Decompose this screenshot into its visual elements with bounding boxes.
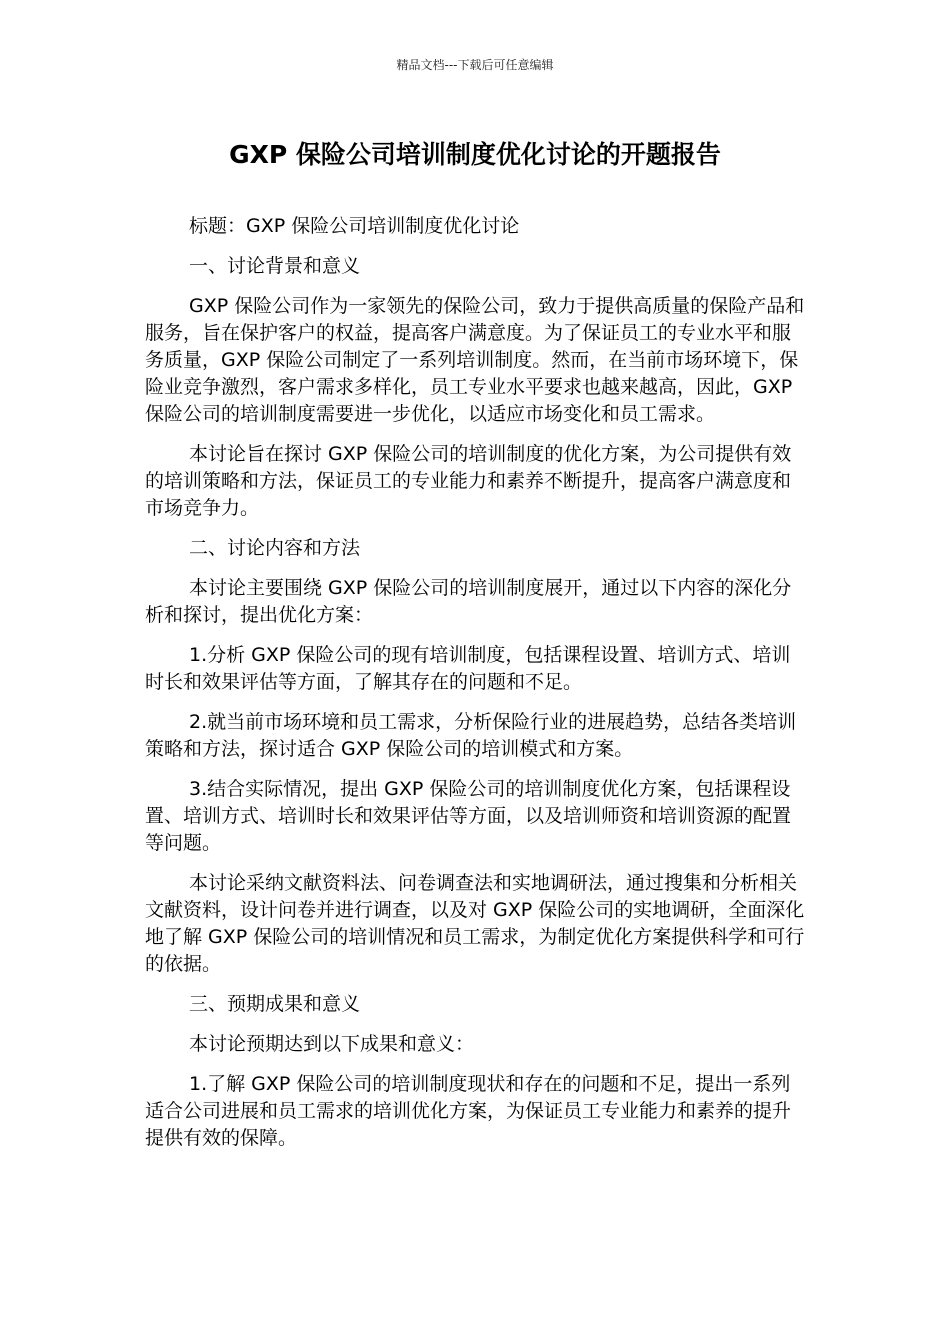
subject-line: 标题：GXP 保险公司培训制度优化讨论 bbox=[189, 215, 520, 237]
section-heading-expected-results: 三、预期成果和意义 bbox=[189, 993, 361, 1015]
body-paragraph: 本讨论预期达到以下成果和意义： bbox=[189, 1033, 475, 1055]
list-item: 1.了解 GXP 保险公司的培训制度现状和存在的问题和不足，提出一系列适合公司进展和员工需求的培训优化方案，为保证员工专业能力和素养的提升提供有效的保障。 bbox=[145, 1073, 792, 1149]
list-item: 2.就当前市场环境和员工需求，分析保险行业的进展趋势，总结各类培训策略和方法，探讨适合 GXP 保险公司的培训模式和方案。 bbox=[145, 711, 797, 760]
document-title: GXP 保险公司培训制度优化讨论的开题报告 bbox=[229, 140, 721, 169]
body-paragraph: 本讨论旨在探讨 GXP 保险公司的培训制度的优化方案，为公司提供有效的培训策略和方法，保证员工的专业能力和素养不断提升，提高客户满意度和市场竞争力。 bbox=[145, 443, 792, 519]
document-body bbox=[145, 213, 805, 1165]
body-paragraph: GXP 保险公司作为一家领先的保险公司，致力于提供高质量的保险产品和服务，旨在保护客户的权益，提高客户满意度。为了保证员工的专业水平和服务质量，GXP 保险公司制定了一系列培训制度。然而，在当前市场环境下，保险业竞争激烈，客户需求多样化，员工专业水平要求也越来越高，因此，GXP 保险公司的培训制度需要进一步优化，以适应市场变化和员工需求。 bbox=[145, 295, 805, 425]
body-paragraph: 本讨论主要围绕 GXP 保险公司的培训制度展开，通过以下内容的深化分析和探讨，提出优化方案： bbox=[145, 577, 792, 626]
section-heading-background: 一、讨论背景和意义 bbox=[189, 255, 361, 277]
list-item: 1.分析 GXP 保险公司的现有培训制度，包括课程设置、培训方式、培训时长和效果评估等方面，了解其存在的问题和不足。 bbox=[145, 644, 791, 693]
list-item: 3.结合实际情况，提出 GXP 保险公司的培训制度优化方案，包括课程设置、培训方式、培训时长和效果评估等方面，以及培训师资和培训资源的配置等问题。 bbox=[145, 778, 792, 854]
page-header: 精品文档---下载后可任意编辑 bbox=[396, 58, 554, 72]
body-paragraph: 本讨论采纳文献资料法、问卷调查法和实地调研法，通过搜集和分析相关文献资料，设计问卷并进行调查，以及对 GXP 保险公司的实地调研，全面深化地了解 GXP 保险公司的培训情况和员工需求，为制定优化方案提供科学和可行的依据。 bbox=[145, 872, 805, 975]
section-heading-content-method: 二、讨论内容和方法 bbox=[189, 537, 361, 559]
